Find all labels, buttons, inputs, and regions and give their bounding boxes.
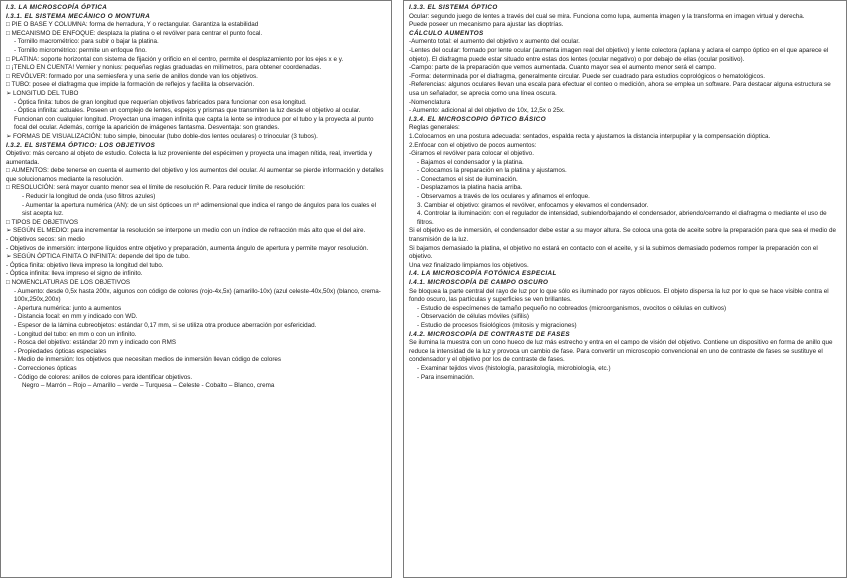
- text-line: - Apertura numérica: junto a aumentos: [14, 304, 122, 312]
- text-line: - Estudio de procesos fisiológicos (mitosis y migraciones): [417, 321, 577, 329]
- bullet-item: □ REVÓLVER: formado por una semiesfera y una serie de anillos donde van los objetivos.: [6, 73, 385, 82]
- bullet-item: □ AUMENTOS: debe tenerse en cuenta el aumento del objetivo y los aumentos del ocular. Al aumentar se pierde información y detalles que solucionamos mediante la resolución.: [6, 167, 385, 184]
- text-line: 4. Controlar la iluminación: con el regulador de intensidad, subiendo/bajando el condensador, abriendo/cerrando el diafragma o mediante el uso de filtros.: [417, 210, 827, 226]
- bullet-item: ➢ SEGÚN EL MEDIO: para incrementar la resolución se interpone un medio con un índice de refracción más alto que el del aire.: [6, 227, 385, 236]
- text-line: -Giramos el revólver para colocar el objetivo.: [409, 150, 534, 158]
- text-line: 3. Cambiar el objetivo: giramos el revólver, enfocamos y elevamos el condensador.: [417, 201, 649, 209]
- text-line: - Estudio de especímenes de tamaño pequeño no cobreados (microorganismos, ovocitos o células en cultivos): [417, 304, 727, 312]
- text-line: - Óptica infinita: actuales. Poseen un complejo de lentes, espejos y prismas que transmiten la luz desde el objetivo al ocular. Funcionan con cualquier longitud. Proyectan una imagen infinita que capta la lente se introduce por el tubo y la proyecta al punto focal del ocular. Además, corrige la aparición de imágenes fantasma. Desventaja: son grandes.: [14, 107, 374, 132]
- section-heading: I.4.2. MICROSCOPÍA DE CONTRASTE DE FASES: [409, 330, 570, 338]
- text-line: Reglas generales:: [409, 124, 460, 132]
- text-line: - Observación de células móviles (sifilis): [417, 313, 529, 321]
- text-line: 2.Enfocar con el objetivo de pocos aumentos:: [409, 141, 537, 149]
- text-line: - Correcciones ópticas: [14, 364, 77, 372]
- text-line: Puede poseer un mecanismo para ajustar las dioptrías.: [409, 21, 564, 29]
- text-line: -Campo: parte de la preparación que vemos aumentada. Cuanto mayor sea el aumento menor será el campo.: [409, 64, 716, 72]
- text-line: -Lentes del ocular: formado por lente ocular (aumenta imagen real del objetivo) y lente colectora (aplana y aclara el campo óptico en el que aparece el objeto). El diafragma puede estar situado entre estas dos lentes (ocular negativo) o por debajo de ellas (ocular positivo).: [409, 46, 829, 63]
- bullet-item: ➢ LONGITUD DEL TUBO: [6, 90, 385, 99]
- text-line: - Aumento: desde 0,5x hasta 200x, algunos con código de colores (rojo-4x,5x) (amarillo-10x) (azul celeste-40x,50x) (blanco, crema-100x,250x,200x): [14, 287, 381, 304]
- text-line: - Óptica finita: tubos de gran longitud que requerían objetivos fabricados para funcionar con esa longitud.: [14, 98, 307, 106]
- section-heading: I.3.4. EL MICROSCOPIO ÓPTICO BÁSICO: [409, 115, 547, 123]
- text-line: - Código de colores: anillos de colores para identificar objetivos.: [14, 373, 193, 381]
- bullet-item: □ PIE O BASE Y COLUMNA: forma de herradura, Y o rectangular. Garantiza la estabilidad: [6, 21, 385, 30]
- bullet-item: □ PLATINA: soporte horizontal con sistema de fijación y orificio en el centro, permite el desplazamiento por los ejes x e y.: [6, 56, 385, 65]
- section-heading: I.3.2. EL SISTEMA ÓPTICO: LOS OBJETIVOS: [6, 141, 156, 149]
- section-heading: I.3.3. EL SISTEMA ÓPTICO: [409, 4, 498, 11]
- bullet-item: □ NOMENCLATURAS DE LOS OBJETIVOS: [6, 279, 385, 288]
- text-line: - Bajamos el condensador y la platina.: [417, 158, 524, 166]
- left-column: [0, 0, 392, 578]
- text-line: - Reducir la longitud de onda (uso filtros azules): [22, 193, 156, 201]
- text-line: Negro – Marrón – Rojo – Amarillo – verde – Turquesa – Celeste - Cobalto – Blanco, crema: [22, 382, 275, 390]
- text-line: - Aumento: adicional al del objetivo de 10x, 12,5x o 25x.: [409, 107, 565, 115]
- text-line: - Tornillo micrométrico: permite un enfoque fino.: [14, 46, 147, 54]
- bullet-item: □ TUBO: posee el diafragma que impide la formación de reflejos y facilita la observación.: [6, 81, 385, 90]
- text-line: - Propiedades ópticas especiales: [14, 347, 107, 355]
- text-line: 1.Colocarnos en una postura adecuada: sentados, espalda recta y ajustamos la distancia interpupilar y la compensación dióptica.: [409, 132, 771, 140]
- bullet-item: □ TIPOS DE OBJETIVOS: [6, 219, 385, 228]
- text-line: -Nomenclatura: [409, 98, 451, 106]
- section-heading: I.4. LA MICROSCOPÍA FOTÓNICA ESPECIAL: [409, 270, 557, 278]
- text-line: - Conectamos el sist de iluminación.: [417, 175, 518, 183]
- text-line: - Aumentar la apertura numérica (AN): de un sist ópticoes un nº adimensional que indica el rango de ángulos para los cuales el sist acepta luz.: [22, 201, 377, 218]
- text-line: Se ilumina la muestra con un cono hueco de luz más estrecho y entra en el campo de visión del objetivo. Contiene un dispositivo en forma de anillo que reduce la intensidad de la luz y provoca un cambio de fase. Para convertir un microscopio convencional en uno de contraste de fases se sustituye el condensador y el objetivo por los de contraste de fases.: [409, 339, 833, 364]
- text-line: - Objetivos de inmersión: interpone líquidos entre objetivo y preparación, aumenta ángulo de apertura y permite mayor resolución.: [6, 244, 369, 252]
- section-heading: CÁLCULO AUMENTOS: [409, 29, 484, 37]
- text-line: - Óptica infinita: lleva impreso el signo de infinito.: [6, 270, 143, 278]
- section-heading: I.4.1. MICROSCOPÍA DE CAMPO OSCURO: [409, 279, 549, 286]
- text-line: - Espesor de la lámina cubreobjetos: estándar 0,17 mm, si se utiliza otra produce aberración por esfericidad.: [14, 321, 317, 329]
- text-line: - Desplazamos la platina hacia arriba.: [417, 184, 523, 192]
- text-line: Ocular: segundo juego de lentes a través del cual se mira. Funciona como lupa, aumenta imagen y la transforma en imagen virtual y derecha.: [409, 12, 805, 20]
- bullet-item: ➢ SEGÚN ÓPTICA FINITA O INFINITA: depende del tipo de tubo.: [6, 253, 385, 262]
- text-line: Si bajamos demasiado la platina, el objetivo no estará en contacto con el aceite, y si la subimos demasiado podemos romper la preparación con el objetivo.: [409, 244, 818, 261]
- text-line: - Longitud del tubo: en mm o con un infinito.: [14, 330, 137, 338]
- text-line: - Tornillo macrométrico: para subir o bajar la platina.: [14, 38, 159, 46]
- text-line: - Para inseminación.: [417, 373, 475, 381]
- text-line: -Forma: determinada por el diafragma, generalmente circular. Puede ser cuadrado para estudios coprológicos o hematológicos.: [409, 72, 765, 80]
- text-line: - Examinar tejidos vivos (histología, parasitología, microbiología, etc.): [417, 364, 611, 372]
- text-line: - Óptica finita: objetivo lleva impreso la longitud del tubo.: [6, 261, 164, 269]
- text-line: -Aumento total: el aumento del objetivo x aumento del ocular.: [409, 38, 580, 46]
- bullet-item: ➢ FORMAS DE VISUALIZACIÓN: tubo simple, binocular (tubo doble-dos lentes oculares) o trinocular (3 tubos).: [6, 133, 385, 142]
- bullet-item: □ RESOLUCIÓN: será mayor cuanto menor sea el límite de resolución R. Para reducir límite de resolución:: [6, 184, 385, 193]
- bullet-item: □ MECANISMO DE ENFOQUE: desplaza la platina o el revólver para centrar el punto focal.: [6, 30, 385, 39]
- text-line: - Medio de inmersión: los objetivos que necesitan medios de inmersión llevan código de colores: [14, 356, 282, 364]
- bullet-item: □ ¡TENLO EN CUENTA! Vernier y nonius: pequeñas reglas graduadas en milímetros, para obtener coordenadas.: [6, 64, 385, 73]
- text-line: Una vez finalizado limpiamos los objetivos.: [409, 261, 529, 269]
- text-line: - Observamos a través de los oculares y afinamos el enfoque.: [417, 193, 590, 201]
- text-line: - Distancia focal: en mm y indicado con WD.: [14, 313, 138, 321]
- section-heading: I.3.1. EL SISTEMA MECÁNICO O MONTURA: [6, 12, 151, 20]
- text-line: - Colocamos la preparación en la platina y ajustamos.: [417, 167, 567, 175]
- text-line: Objetivo: más cercano al objeto de estudio. Colecta la luz proveniente del espécimen y proyecta una imagen nítida, real, invertida y aumentada.: [6, 150, 373, 166]
- text-line: - Objetivos secos: sin medio: [6, 236, 85, 244]
- text-line: Se bloquea la parte central del rayo de luz por lo que sólo es iluminado por rayos oblicuos. El objeto dispersa la luz por lo que se hace visible contra el fondo oscuro, las partículas y superficies se ven brillantes.: [409, 287, 829, 304]
- text-line: - Rosca del objetivo: estándar 20 mm y indicado con RMS: [14, 339, 177, 347]
- text-line: Si el objetivo es de inmersión, el condensador debe estar a su mayor altura. Se coloca una gota de aceite sobre la preparación para que sea el medio de transmisión de la luz.: [409, 227, 837, 244]
- section-heading: I.3. LA MICROSCOPÍA ÓPTICA: [6, 4, 108, 11]
- text-line: -Referencias: algunos oculares llevan una escala para efectuar el conteo o medición, ahora se emplea un software. Para destacar alguna estructura se usa un señalador, se aprecia como una línea oscura.: [409, 81, 831, 97]
- right-column: [403, 0, 847, 578]
